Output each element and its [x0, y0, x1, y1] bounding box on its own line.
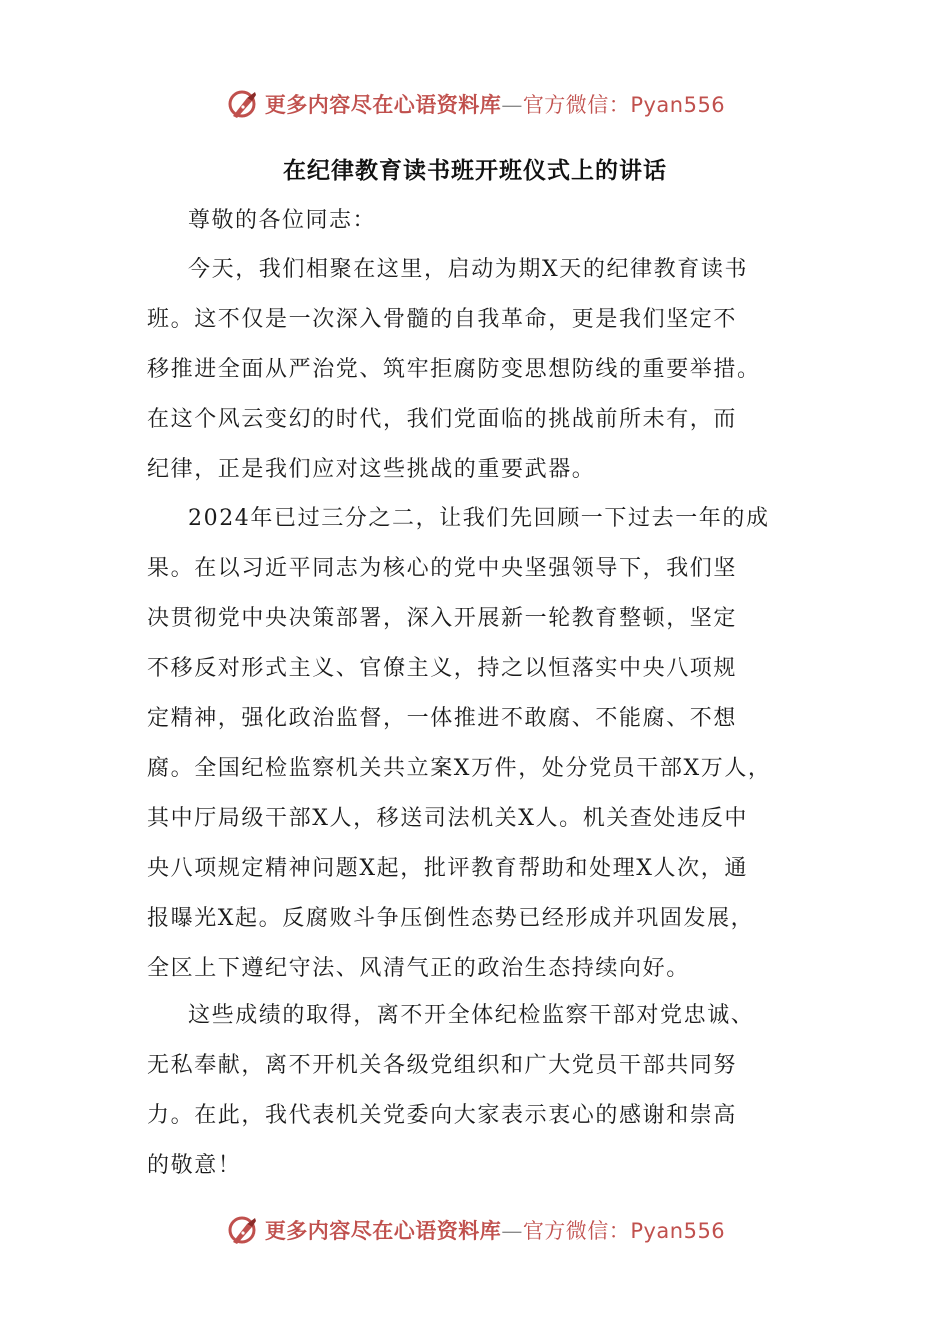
paragraph-line: 央八项规定精神问题X起，批评教育帮助和处理X人次，通 — [147, 856, 748, 881]
paragraph-line: 无私奉献，离不开机关各级党组织和广大党员干部共同努 — [147, 1053, 738, 1078]
banner-text — [265, 1215, 725, 1245]
paragraph-line: 今天，我们相聚在这里，启动为期X天的纪律教育读书 — [188, 257, 749, 282]
salutation: 尊敬的各位同志： — [188, 208, 377, 233]
pen-nib-logo-icon — [225, 1212, 261, 1248]
header-banner — [0, 84, 950, 124]
paragraph-line: 全区上下遵纪守法、风清气正的政治生态持续向好。 — [147, 956, 690, 981]
banner-wechat-id: Pyan556 — [630, 1219, 726, 1243]
banner-library-text: 更多内容尽在心语资料库 — [264, 92, 502, 117]
paragraph-1 — [147, 245, 807, 495]
paragraph-line: 在这个风云变幻的时代，我们党面临的挑战前所未有，而 — [147, 407, 738, 432]
paragraph-3 — [147, 991, 807, 1191]
banner-dash: — — [501, 1219, 523, 1243]
paragraph-line: 报曝光X起。反腐败斗争压倒性态势已经形成并巩固发展， — [147, 906, 755, 931]
banner-official-text: 官方微信： — [522, 93, 631, 117]
banner-official-text: 官方微信： — [522, 1219, 631, 1243]
paragraph-line: 2024年已过三分之二，让我们先回顾一下过去一年的成 — [188, 506, 770, 531]
paragraph-line: 不移反对形式主义、官僚主义，持之以恒落实中央八项规 — [147, 656, 738, 681]
paragraph-line: 其中厅局级干部X人，移送司法机关X人。机关查处违反中 — [147, 806, 748, 831]
paragraph-line: 移推进全面从严治党、筑牢拒腐防变思想防线的重要举措。 — [147, 357, 761, 382]
banner-text — [265, 89, 725, 119]
paragraph-line: 班。这不仅是一次深入骨髓的自我革命，更是我们坚定不 — [147, 307, 738, 332]
banner-library-text: 更多内容尽在心语资料库 — [264, 1218, 502, 1243]
banner-dash: — — [501, 93, 523, 117]
pen-nib-logo-icon — [225, 86, 261, 122]
paragraph-line: 纪律，正是我们应对这些挑战的重要武器。 — [147, 457, 596, 482]
paragraph-line: 力。在此，我代表机关党委向大家表示衷心的感谢和崇高 — [147, 1103, 738, 1128]
paragraph-line: 决贯彻党中央决策部署，深入开展新一轮教育整顿，坚定 — [147, 606, 738, 631]
paragraph-2 — [147, 494, 807, 994]
footer-banner — [0, 1210, 950, 1250]
paragraph-line: 这些成绩的取得，离不开全体纪检监察干部对党忠诚、 — [188, 1003, 755, 1028]
paragraph-line: 的敬意！ — [147, 1153, 242, 1178]
paragraph-line: 定精神，强化政治监督，一体推进不敢腐、不能腐、不想 — [147, 706, 738, 731]
document-title: 在纪律教育读书班开班仪式上的讲话 — [283, 158, 667, 184]
paragraph-line: 腐。全国纪检监察机关共立案X万件，处分党员干部X万人， — [147, 756, 772, 781]
banner-wechat-id: Pyan556 — [630, 93, 726, 117]
paragraph-line: 果。在以习近平同志为核心的党中央坚强领导下，我们坚 — [147, 556, 738, 581]
